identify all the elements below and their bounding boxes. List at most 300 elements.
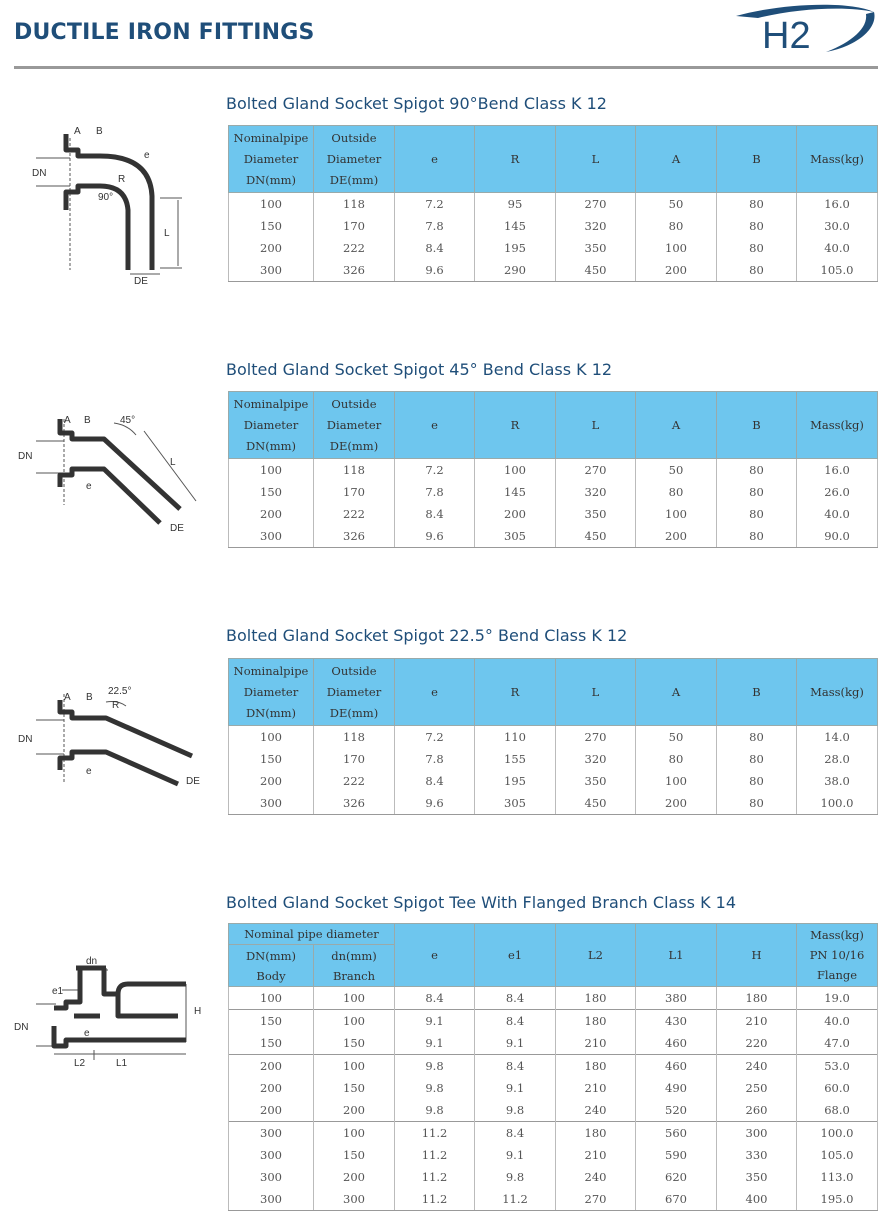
table-cell: 260: [717, 1099, 797, 1122]
table-cell: 170: [314, 215, 395, 237]
table-cell: 240: [556, 1099, 636, 1122]
section-title: Bolted Gland Socket Spigot 45° Bend Class K 12: [226, 360, 613, 379]
table-cell: 80: [717, 237, 797, 259]
table-cell: 26.0: [797, 481, 878, 503]
table-cell: 180: [717, 987, 797, 1010]
header-line: DN(mm): [245, 705, 297, 720]
table-cell: 300: [229, 1122, 314, 1145]
table-cell: 7.8: [395, 748, 475, 770]
col-header-l: L: [556, 659, 636, 726]
table-cell: 150: [314, 1032, 395, 1055]
table-cell: 30.0: [797, 215, 878, 237]
table-cell: 100: [314, 987, 395, 1010]
table-cell: 7.8: [395, 215, 475, 237]
label-dn: DN: [32, 168, 47, 179]
table-cell: 8.4: [475, 1122, 556, 1145]
header-line: Diameter: [243, 417, 299, 432]
section-title: Bolted Gland Socket Spigot 22.5° Bend Class K 12: [226, 626, 628, 645]
table-cell: 195: [475, 237, 556, 259]
table-cell: 450: [556, 792, 636, 815]
table-cell: 150: [229, 1010, 314, 1033]
section-title: Bolted Gland Socket Spigot Tee With Flanged Branch Class K 14: [226, 893, 737, 912]
table-cell: 300: [229, 1188, 314, 1211]
col-header-nominal: Nominal pipe diameter: [229, 924, 395, 945]
table-cell: 590: [636, 1144, 717, 1166]
header-line: DN(mm): [245, 172, 297, 187]
col-header-l: L: [556, 126, 636, 193]
table-cell: 380: [636, 987, 717, 1010]
table-cell: 100: [314, 1010, 395, 1033]
section-title: Bolted Gland Socket Spigot 90°Bend Class K 12: [226, 94, 607, 113]
table-cell: 9.1: [395, 1032, 475, 1055]
table-cell: 300: [717, 1122, 797, 1145]
table-cell: 100.0: [797, 792, 878, 815]
table-body: [229, 987, 878, 1211]
label-e: e: [86, 481, 92, 492]
table-cell: 9.8: [395, 1077, 475, 1099]
table-cell: 200: [229, 1099, 314, 1122]
col-header-e: e: [395, 924, 475, 987]
label-de: DE: [170, 523, 184, 534]
header-line: DE(mm): [329, 438, 379, 453]
header-line: Nominalpipe: [233, 396, 309, 411]
table-cell: 350: [556, 237, 636, 259]
table-cell: 305: [475, 792, 556, 815]
table-cell: 80: [717, 193, 797, 216]
table-cell: 180: [556, 1122, 636, 1145]
table-cell: 270: [556, 1188, 636, 1211]
table-cell: 53.0: [797, 1055, 878, 1078]
table-row: [229, 1055, 878, 1078]
label-l1: L1: [116, 1058, 128, 1069]
table-cell: 100: [229, 193, 314, 216]
col-header-dn: [229, 126, 314, 193]
table-cell: 220: [717, 1032, 797, 1055]
table-cell: 150: [229, 481, 314, 503]
table-cell: 80: [717, 726, 797, 749]
table-cell: 11.2: [475, 1188, 556, 1211]
col-header-dn: [229, 659, 314, 726]
header-line: PN 10/16: [809, 948, 865, 962]
header-line: Diameter: [326, 684, 382, 699]
col-header-b: B: [717, 126, 797, 193]
tee-diagram: [10, 950, 210, 1075]
table-cell: 180: [556, 987, 636, 1010]
table-cell: 9.8: [475, 1099, 556, 1122]
table-cell: 300: [229, 792, 314, 815]
table-cell: 330: [717, 1144, 797, 1166]
table-cell: 8.4: [395, 503, 475, 525]
table-cell: 430: [636, 1010, 717, 1033]
col-header-l: L: [556, 392, 636, 459]
table-cell: 28.0: [797, 748, 878, 770]
table-cell: 620: [636, 1166, 717, 1188]
table-cell: 9.6: [395, 525, 475, 548]
table-cell: 150: [229, 1032, 314, 1055]
table-cell: 560: [636, 1122, 717, 1145]
table-cell: 250: [717, 1077, 797, 1099]
col-header-h: H: [717, 924, 797, 987]
label-a: A: [74, 126, 81, 137]
table-cell: 195: [475, 770, 556, 792]
label-h: H: [194, 1006, 202, 1017]
label-r: R: [112, 700, 120, 711]
table-cell: 270: [556, 459, 636, 482]
table-cell: 100: [636, 503, 717, 525]
col-header-de: [314, 659, 395, 726]
table-row: [229, 525, 878, 548]
table-cell: 300: [314, 1188, 395, 1211]
col-header-mass: Mass(kg): [797, 659, 878, 726]
table-cell: 9.1: [475, 1077, 556, 1099]
table-cell: 200: [229, 1077, 314, 1099]
table-body: [229, 459, 878, 548]
table-cell: 222: [314, 503, 395, 525]
table-cell: 105.0: [797, 259, 878, 282]
header-divider: [14, 66, 878, 69]
table-cell: 490: [636, 1077, 717, 1099]
label-l: L: [170, 457, 176, 468]
table-cell: 326: [314, 792, 395, 815]
table-cell: 11.2: [395, 1144, 475, 1166]
table-cell: 68.0: [797, 1099, 878, 1122]
table-row: [229, 193, 878, 216]
table-cell: 95: [475, 193, 556, 216]
table-cell: 200: [229, 770, 314, 792]
col-header-e1: e1: [475, 924, 556, 987]
table-cell: 118: [314, 193, 395, 216]
table-cell: 47.0: [797, 1032, 878, 1055]
table-cell: 320: [556, 215, 636, 237]
table-cell: 9.6: [395, 792, 475, 815]
col-header-mass: Mass(kg): [797, 392, 878, 459]
label-dn: DN: [18, 734, 33, 745]
table-cell: 270: [556, 726, 636, 749]
table-cell: 100: [636, 770, 717, 792]
header-line: Diameter: [243, 151, 299, 166]
h2-logo: [728, 2, 878, 60]
header-line: Flange: [816, 968, 858, 982]
table-cell: 9.8: [395, 1055, 475, 1078]
table-cell: 200: [314, 1099, 395, 1122]
table-cell: 90.0: [797, 525, 878, 548]
table-cell: 300: [229, 1144, 314, 1166]
table-cell: 270: [556, 193, 636, 216]
col-header-a: A: [636, 126, 717, 193]
label-e: e: [144, 150, 150, 161]
header-line: Diameter: [326, 151, 382, 166]
table-cell: 450: [556, 525, 636, 548]
table-row: [229, 1032, 878, 1055]
table-cell: 40.0: [797, 237, 878, 259]
table-cell: 195.0: [797, 1188, 878, 1211]
table-cell: 300: [229, 1166, 314, 1188]
table-cell: 118: [314, 726, 395, 749]
table-cell: 100.0: [797, 1122, 878, 1145]
table-cell: 8.4: [475, 1055, 556, 1078]
table-cell: 80: [636, 481, 717, 503]
table-cell: 350: [556, 770, 636, 792]
table-cell: 670: [636, 1188, 717, 1211]
header-line: dn(mm): [331, 948, 377, 963]
table-cell: 11.2: [395, 1122, 475, 1145]
table-row: [229, 259, 878, 282]
header-line: Body: [256, 968, 286, 983]
table-row: [229, 1144, 878, 1166]
table-cell: 80: [717, 525, 797, 548]
table-cell: 200: [229, 1055, 314, 1078]
table-cell: 9.1: [395, 1010, 475, 1033]
table-cell: 326: [314, 259, 395, 282]
label-dn: DN: [18, 451, 33, 462]
spec-table-45-bend: [228, 391, 878, 548]
header-line: Diameter: [326, 417, 382, 432]
col-header-de: [314, 126, 395, 193]
table-cell: 155: [475, 748, 556, 770]
col-header-body: [229, 945, 314, 987]
spec-table-tee: [228, 923, 878, 1211]
table-cell: 80: [717, 748, 797, 770]
table-cell: 80: [717, 459, 797, 482]
table-cell: 200: [636, 525, 717, 548]
col-header-e: e: [395, 659, 475, 726]
table-cell: 113.0: [797, 1166, 878, 1188]
col-header-l1: L1: [636, 924, 717, 987]
col-header-b: B: [717, 392, 797, 459]
col-header-l2: L2: [556, 924, 636, 987]
table-cell: 9.1: [475, 1032, 556, 1055]
table-cell: 200: [314, 1166, 395, 1188]
col-header-a: A: [636, 392, 717, 459]
header-line: Outside: [331, 130, 377, 145]
label-a: A: [64, 415, 71, 426]
table-cell: 7.2: [395, 193, 475, 216]
table-cell: 305: [475, 525, 556, 548]
header-line: DE(mm): [329, 172, 379, 187]
header-line: Nominalpipe: [233, 663, 309, 678]
label-angle: 22.5°: [108, 686, 132, 697]
table-cell: 150: [314, 1144, 395, 1166]
col-header-r: R: [475, 659, 556, 726]
header-line: DN(mm): [245, 438, 297, 453]
table-cell: 118: [314, 459, 395, 482]
header-line: DE(mm): [329, 705, 379, 720]
table-row: [229, 1166, 878, 1188]
col-header-a: A: [636, 659, 717, 726]
label-b: B: [86, 692, 93, 703]
table-cell: 350: [556, 503, 636, 525]
table-cell: 80: [717, 215, 797, 237]
table-row: [229, 1122, 878, 1145]
table-cell: 200: [636, 259, 717, 282]
table-cell: 80: [717, 770, 797, 792]
table-row: [229, 792, 878, 815]
table-cell: 170: [314, 481, 395, 503]
table-row: [229, 1188, 878, 1211]
label-de: DE: [186, 776, 200, 787]
table-cell: 180: [556, 1010, 636, 1033]
table-cell: 11.2: [395, 1166, 475, 1188]
table-cell: 150: [229, 748, 314, 770]
table-cell: 8.4: [395, 237, 475, 259]
table-cell: 7.8: [395, 481, 475, 503]
table-cell: 150: [229, 215, 314, 237]
table-cell: 170: [314, 748, 395, 770]
spec-table-90-bend: [228, 125, 878, 282]
table-cell: 9.1: [475, 1144, 556, 1166]
bend-22-5-diagram: [10, 680, 210, 800]
table-cell: 105.0: [797, 1144, 878, 1166]
table-cell: 16.0: [797, 193, 878, 216]
table-cell: 14.0: [797, 726, 878, 749]
table-cell: 222: [314, 237, 395, 259]
table-cell: 100: [475, 459, 556, 482]
table-cell: 400: [717, 1188, 797, 1211]
label-e: e: [86, 766, 92, 777]
col-header-dn: [229, 392, 314, 459]
label-dn: DN: [14, 1022, 29, 1033]
label-de: DE: [134, 276, 148, 287]
table-cell: 145: [475, 481, 556, 503]
table-row: [229, 748, 878, 770]
col-header-mass: Mass(kg): [797, 126, 878, 193]
table-cell: 19.0: [797, 987, 878, 1010]
table-cell: 222: [314, 770, 395, 792]
table-cell: 8.4: [395, 987, 475, 1010]
header-line: Nominalpipe: [233, 130, 309, 145]
table-cell: 80: [717, 503, 797, 525]
table-cell: 210: [556, 1032, 636, 1055]
header-line: Branch: [332, 968, 376, 983]
table-cell: 50: [636, 459, 717, 482]
table-cell: 320: [556, 481, 636, 503]
col-header-b: B: [717, 659, 797, 726]
table-row: [229, 237, 878, 259]
table-cell: 80: [717, 792, 797, 815]
table-cell: 145: [475, 215, 556, 237]
label-b: B: [84, 415, 91, 426]
table-row: [229, 481, 878, 503]
table-cell: 8.4: [475, 1010, 556, 1033]
table-row: [229, 726, 878, 749]
table-cell: 240: [717, 1055, 797, 1078]
label-l2: L2: [74, 1058, 86, 1069]
header-line: Outside: [331, 663, 377, 678]
table-row: [229, 503, 878, 525]
table-cell: 9.8: [395, 1099, 475, 1122]
table-cell: 100: [314, 1055, 395, 1078]
table-row: [229, 459, 878, 482]
col-header-r: R: [475, 392, 556, 459]
table-body: [229, 193, 878, 282]
table-cell: 100: [229, 987, 314, 1010]
table-row: [229, 987, 878, 1010]
header-line: DN(mm): [245, 948, 297, 963]
table-cell: 200: [475, 503, 556, 525]
col-header-branch: [314, 945, 395, 987]
table-cell: 80: [717, 259, 797, 282]
header-line: Diameter: [243, 684, 299, 699]
table-cell: 40.0: [797, 1010, 878, 1033]
bend-45-diagram: [10, 405, 210, 545]
table-cell: 290: [475, 259, 556, 282]
table-cell: 8.4: [475, 987, 556, 1010]
label-dn-small: dn: [86, 956, 98, 967]
table-cell: 80: [636, 748, 717, 770]
label-b: B: [96, 126, 103, 137]
table-cell: 200: [229, 503, 314, 525]
label-angle: 90°: [98, 192, 114, 203]
table-cell: 520: [636, 1099, 717, 1122]
table-row: [229, 770, 878, 792]
table-cell: 210: [556, 1144, 636, 1166]
table-cell: 210: [556, 1077, 636, 1099]
label-r: R: [118, 174, 126, 185]
label-e1: e1: [52, 986, 64, 997]
table-cell: 16.0: [797, 459, 878, 482]
table-cell: 150: [314, 1077, 395, 1099]
table-cell: 9.6: [395, 259, 475, 282]
table-cell: 60.0: [797, 1077, 878, 1099]
table-cell: 8.4: [395, 770, 475, 792]
bend-90-diagram: [10, 120, 210, 290]
spec-table-22-5-bend: [228, 658, 878, 815]
table-cell: 110: [475, 726, 556, 749]
table-cell: 326: [314, 525, 395, 548]
label-a: A: [64, 692, 71, 703]
table-cell: 320: [556, 748, 636, 770]
table-cell: 200: [636, 792, 717, 815]
table-cell: 50: [636, 193, 717, 216]
table-cell: 350: [717, 1166, 797, 1188]
table-cell: 9.8: [475, 1166, 556, 1188]
table-body: [229, 726, 878, 815]
table-row: [229, 1099, 878, 1122]
col-header-e: e: [395, 126, 475, 193]
table-cell: 50: [636, 726, 717, 749]
table-cell: 300: [229, 259, 314, 282]
table-cell: 210: [717, 1010, 797, 1033]
table-cell: 80: [636, 215, 717, 237]
table-cell: 40.0: [797, 503, 878, 525]
table-cell: 100: [229, 726, 314, 749]
header-line: Mass(kg): [810, 928, 864, 942]
table-cell: 450: [556, 259, 636, 282]
table-cell: 100: [636, 237, 717, 259]
table-cell: 11.2: [395, 1188, 475, 1211]
table-cell: 460: [636, 1032, 717, 1055]
page-title: DUCTILE IRON FITTINGS: [14, 20, 315, 45]
label-l: L: [164, 228, 170, 239]
table-cell: 300: [229, 525, 314, 548]
col-header-r: R: [475, 126, 556, 193]
table-cell: 240: [556, 1166, 636, 1188]
table-cell: 7.2: [395, 459, 475, 482]
table-cell: 460: [636, 1055, 717, 1078]
label-angle: 45°: [120, 415, 136, 426]
col-header-de: [314, 392, 395, 459]
col-header-mass: [797, 924, 878, 987]
table-cell: 38.0: [797, 770, 878, 792]
table-cell: 80: [717, 481, 797, 503]
table-row: [229, 215, 878, 237]
col-header-e: e: [395, 392, 475, 459]
table-cell: 100: [314, 1122, 395, 1145]
table-cell: 7.2: [395, 726, 475, 749]
table-cell: 200: [229, 237, 314, 259]
table-row: [229, 1010, 878, 1033]
table-cell: 100: [229, 459, 314, 482]
